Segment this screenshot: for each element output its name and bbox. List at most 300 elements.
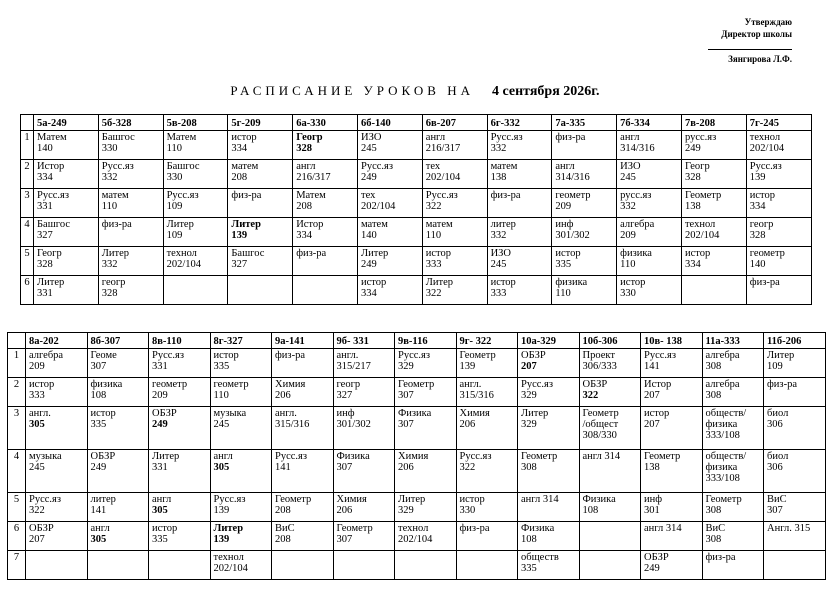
lesson-cell [579,522,641,551]
lesson-cell [228,189,293,218]
lesson-text: Литер 109 [166,219,194,241]
lesson-text: истор 333 [425,248,452,270]
lesson-cell [702,522,764,551]
lesson-text: Геогр 328 [684,161,710,183]
lesson-cell [163,218,228,247]
lesson-number: 6 [8,522,26,551]
lesson-text: Русс.яз 331 [37,190,70,212]
lesson-text: Химия 206 [336,494,367,516]
lesson-text: Русс.яз 322 [425,190,458,212]
lesson-cell [641,450,703,493]
lesson-text: физ-ра [296,248,327,259]
lesson-cell [293,189,358,218]
lesson-cell [34,247,99,276]
lesson-cell [702,378,764,407]
lesson-cell [764,493,826,522]
lesson-text: матем 110 [101,190,129,212]
class-header: 7г-245 [746,115,811,131]
lesson-cell [293,218,358,247]
lesson-text: ВиС 307 [767,494,787,516]
lesson-cell [26,378,88,407]
lesson-text: англ 314/316 [555,161,590,183]
lesson-cell [641,349,703,378]
lesson-text: Литер 249 [360,248,389,270]
lesson-cell [764,450,826,493]
lesson-cell [422,276,487,305]
approval-signature: Зянгирова Л.Ф. [708,49,792,65]
lesson-text: алгебра 209 [29,350,64,372]
lesson-cell [579,450,641,493]
lesson-text: Русс.яз 109 [166,190,199,212]
lesson-cell [422,218,487,247]
class-header: 8б-307 [87,333,149,349]
class-header: 5в-208 [163,115,228,131]
lesson-text: англ 314 [644,523,682,534]
header-corner [8,333,26,349]
lesson-text: физ-ра [705,552,736,563]
lesson-text: истор 207 [644,408,670,430]
lesson-cell [702,450,764,493]
lesson-text: англ 305 [90,523,110,545]
lesson-text: ВиС 208 [275,523,295,545]
lesson-text: музыка 245 [213,408,247,430]
lesson-cell [228,218,293,247]
lesson-cell [98,131,163,160]
lesson-cell [333,378,395,407]
lesson-cell [163,131,228,160]
lesson-text: геогр 328 [101,277,126,299]
approval-line-1: Утверждаю [744,17,792,27]
lesson-text: геометр 110 [213,379,249,401]
lesson-cell [552,218,617,247]
lesson-cell [272,407,334,450]
lesson-text: Геогр 328 [296,132,323,154]
lesson-cell [293,276,358,305]
lesson-cell [163,247,228,276]
lesson-text: ОБЗР 207 [521,350,546,372]
lesson-text: матем 138 [490,161,518,183]
class-header: 7в-208 [681,115,746,131]
header-corner [21,115,34,131]
lesson-cell [552,247,617,276]
lesson-cell [681,276,746,305]
table-row [8,349,826,378]
lesson-cell [764,407,826,450]
lesson-cell [210,378,272,407]
lesson-cell [272,493,334,522]
lesson-text: англ 314 [582,451,621,462]
lesson-cell [641,407,703,450]
table-row [21,247,812,276]
lesson-cell [210,522,272,551]
lesson-cell [552,189,617,218]
lesson-text: англ. 305 [29,408,51,430]
class-header: 9б- 331 [333,333,395,349]
lesson-text: Матем 208 [296,190,326,212]
lesson-cell [228,276,293,305]
lesson-cell [617,247,682,276]
lesson-text: алгебра 308 [705,350,740,372]
lesson-text: физ-ра [490,190,521,201]
lesson-cell [26,349,88,378]
lesson-text: Матем 110 [166,132,197,154]
lesson-cell [456,450,518,493]
lesson-text: ОБЗР 249 [152,408,177,430]
lesson-cell [456,493,518,522]
lesson-text: музыка 245 [29,451,62,473]
lesson-text: истор 334 [749,190,775,212]
approval-block [708,16,792,65]
lesson-cell [746,247,811,276]
table-header-row [21,115,812,131]
class-header: 6б-140 [357,115,422,131]
lesson-text: Геометр 138 [644,451,681,473]
table-row [8,407,826,450]
schedule-table-grades-5-7 [20,114,812,305]
lesson-text: Геометр 208 [275,494,312,516]
lesson-cell [746,276,811,305]
lesson-text: инф 301/302 [555,219,590,241]
class-header: 5г-209 [228,115,293,131]
lesson-cell [487,276,552,305]
lesson-text: истор 334 [231,132,257,154]
lesson-cell [681,189,746,218]
lesson-cell [210,493,272,522]
lesson-text: Башгос 330 [101,132,135,154]
lesson-cell [98,247,163,276]
lesson-text: матем 140 [360,219,388,241]
lesson-text: Истор 334 [296,219,324,241]
lesson-text: Физика 307 [336,451,370,473]
lesson-number: 1 [21,131,34,160]
lesson-cell [149,349,211,378]
lesson-text: геометр 209 [555,190,591,212]
lesson-text: Русс.яз 329 [398,350,431,372]
lesson-text: Русс.яз 141 [275,451,308,473]
lesson-text: технол 202/104 [398,523,433,545]
table-row [21,160,812,189]
lesson-cell [395,407,457,450]
lesson-cell [34,218,99,247]
class-header: 9в-116 [395,333,457,349]
lesson-text: технол 202/104 [213,552,248,574]
lesson-cell [702,551,764,580]
lesson-cell [579,551,641,580]
lesson-text: ОБЗР 249 [644,552,669,574]
lesson-text: геометр 140 [749,248,785,270]
lesson-cell [333,407,395,450]
lesson-cell [272,551,334,580]
lesson-cell [333,349,395,378]
lesson-number: 2 [8,378,26,407]
lesson-text: геогр 328 [749,219,774,241]
lesson-cell [617,131,682,160]
lesson-cell [26,407,88,450]
lesson-cell [98,276,163,305]
lesson-cell [357,276,422,305]
lesson-text: Литер 109 [767,350,795,372]
table-row [8,551,826,580]
lesson-cell [26,450,88,493]
lesson-cell [210,349,272,378]
lesson-text: англ 305 [152,494,172,516]
lesson-text: Литер 329 [521,408,549,430]
table-header-row [8,333,826,349]
lesson-text: Матем 140 [37,132,67,154]
lesson-cell [395,378,457,407]
lesson-cell [518,522,580,551]
lesson-text: Истор 334 [37,161,65,183]
lesson-text: Русс.яз 139 [749,161,782,183]
lesson-cell [34,131,99,160]
lesson-cell [518,551,580,580]
lesson-text: истор 330 [620,277,646,299]
lesson-cell [641,551,703,580]
lesson-cell [98,160,163,189]
lesson-cell [34,276,99,305]
lesson-text: истор 333 [29,379,55,401]
table-row [8,450,826,493]
lesson-cell [293,160,358,189]
lesson-cell [681,131,746,160]
lesson-text: англ 216/317 [425,132,461,154]
lesson-text: Геометр 308 [705,494,742,516]
class-header: 8в-110 [149,333,211,349]
lesson-text: англ 314/316 [620,132,655,154]
lesson-text: истор 335 [90,408,116,430]
title-date: 4 сентября 2026г. [491,84,600,99]
lesson-number: 1 [8,349,26,378]
lesson-text: русс.яз 332 [620,190,652,212]
lesson-cell [456,378,518,407]
lesson-text: ОБЗР 249 [90,451,116,473]
lesson-text: Литер 331 [37,277,65,299]
class-header: 11а-333 [702,333,764,349]
lesson-cell [456,522,518,551]
lesson-cell [746,218,811,247]
table-row [21,276,812,305]
lesson-cell [87,378,149,407]
class-header: 6в-207 [422,115,487,131]
lesson-cell [333,551,395,580]
lesson-text: Физика 108 [582,494,616,516]
class-header: 8а-202 [26,333,88,349]
lesson-text: технол 202/104 [749,132,785,154]
lesson-text: физ-ра [749,277,780,288]
lesson-cell [617,276,682,305]
class-header: 10в- 138 [641,333,703,349]
lesson-cell [681,218,746,247]
lesson-text: обществ/ физика 333/108 [705,451,747,484]
class-header: 11б-206 [764,333,826,349]
class-header: 5а-249 [34,115,99,131]
lesson-text: Геометр 307 [398,379,435,401]
lesson-cell [357,131,422,160]
lesson-cell [26,551,88,580]
lesson-number: 2 [21,160,34,189]
lesson-text: Истор 207 [644,379,672,401]
lesson-text: Литер 139 [231,219,261,241]
lesson-text: Геометр 307 [336,523,373,545]
lesson-cell [333,450,395,493]
lesson-cell [641,378,703,407]
lesson-text: технол 202/104 [684,219,720,241]
lesson-text: Химия 206 [398,451,429,473]
lesson-cell [293,247,358,276]
lesson-cell [357,189,422,218]
lesson-text: Русс.яз 332 [490,132,523,154]
lesson-text: Литер 322 [425,277,454,299]
lesson-text: алгебра 308 [705,379,740,401]
lesson-number: 5 [8,493,26,522]
lesson-cell [518,493,580,522]
lesson-cell [702,407,764,450]
lesson-text: Геометр 308 [521,451,558,473]
lesson-cell [357,160,422,189]
lesson-cell [210,450,272,493]
lesson-cell [579,493,641,522]
lesson-text: Литер 139 [213,523,244,545]
lesson-cell [149,378,211,407]
title-prefix: РАСПИСАНИЕ УРОКОВ НА [230,83,474,98]
lesson-text: ВиС 308 [705,523,726,545]
lesson-text: физика 110 [620,248,652,270]
lesson-cell [641,522,703,551]
table-row [8,378,826,407]
lesson-text: геометр 209 [152,379,188,401]
lesson-cell [487,189,552,218]
lesson-cell [395,522,457,551]
lesson-text: англ. 315/316 [459,379,494,401]
lesson-text: истор 334 [684,248,711,270]
lesson-cell [26,522,88,551]
lesson-text: истор 333 [490,277,516,299]
lesson-text: ИЗО 245 [490,248,512,270]
lesson-number: 4 [21,218,34,247]
lesson-cell [395,551,457,580]
lesson-text: Физика 108 [521,523,555,545]
lesson-cell [579,349,641,378]
table-row [21,131,812,160]
lesson-cell [702,493,764,522]
lesson-cell [293,131,358,160]
lesson-cell [395,493,457,522]
lesson-cell [163,276,228,305]
lesson-cell [34,189,99,218]
lesson-text: англ. 315/316 [275,408,310,430]
lesson-text: Литер 331 [152,451,180,473]
lesson-text: Химия 206 [459,408,490,430]
lesson-cell [681,160,746,189]
lesson-number: 7 [8,551,26,580]
class-header: 9а-141 [272,333,334,349]
class-header: 6г-332 [487,115,552,131]
lesson-text: англ 216/317 [296,161,331,183]
lesson-cell [87,493,149,522]
lesson-cell [272,349,334,378]
lesson-text: Русс.яз 332 [101,161,134,183]
lesson-cell [764,551,826,580]
lesson-cell [617,160,682,189]
lesson-cell [333,493,395,522]
lesson-text: Физика 307 [398,408,432,430]
lesson-cell [87,522,149,551]
lesson-cell [746,131,811,160]
lesson-text: обществ/ физика 333/108 [705,408,747,441]
class-header: 8г-327 [210,333,272,349]
lesson-number: 3 [21,189,34,218]
lesson-text: инф 301 [644,494,663,516]
lesson-text: физ-ра [555,132,586,143]
lesson-cell [87,349,149,378]
lesson-cell [228,131,293,160]
lesson-text: Русс.яз 139 [213,494,246,516]
lesson-cell [163,160,228,189]
page-title [0,83,830,100]
class-header: 7а-335 [552,115,617,131]
lesson-text: тех 202/104 [425,161,461,183]
lesson-cell [228,160,293,189]
lesson-number: 3 [8,407,26,450]
lesson-number: 5 [21,247,34,276]
lesson-text: матем 110 [425,219,453,241]
lesson-text: Русс.яз 249 [360,161,393,183]
lesson-text: физ-ра [767,379,797,390]
lesson-number: 4 [8,450,26,493]
lesson-text: ОБЗР 322 [582,379,608,401]
lesson-text: физ-ра [459,523,490,534]
lesson-text: ИЗО 245 [620,161,641,183]
lesson-text: Геоме 307 [90,350,117,372]
lesson-number: 6 [21,276,34,305]
lesson-text: Геогр 328 [37,248,62,270]
lesson-cell [552,160,617,189]
class-header: 6а-330 [293,115,358,131]
lesson-cell [617,218,682,247]
lesson-cell [518,407,580,450]
table-row [21,189,812,218]
lesson-text: Литер 332 [101,248,130,270]
lesson-cell [518,450,580,493]
class-header: 10б-306 [579,333,641,349]
lesson-cell [210,407,272,450]
lesson-text: физ-ра [101,219,132,230]
lesson-text: англ 314 [521,494,559,505]
lesson-cell [357,247,422,276]
lesson-text: литер 332 [490,219,516,241]
lesson-cell [487,160,552,189]
lesson-cell [98,189,163,218]
lesson-cell [764,349,826,378]
lesson-cell [702,349,764,378]
lesson-cell [272,378,334,407]
lesson-cell [395,349,457,378]
lesson-cell [272,450,334,493]
lesson-text: Литер 329 [398,494,426,516]
lesson-cell [552,276,617,305]
class-header: 9г- 322 [456,333,518,349]
class-header: 5б-328 [98,115,163,131]
lesson-text: англ 305 [213,451,233,473]
lesson-cell [149,493,211,522]
lesson-text: литер 141 [90,494,116,516]
lesson-text: ОБЗР 207 [29,523,54,545]
lesson-text: тех 202/104 [360,190,396,212]
lesson-cell [518,378,580,407]
lesson-cell [87,551,149,580]
lesson-text: Геометр 139 [459,350,496,372]
lesson-text: ИЗО 245 [360,132,382,154]
